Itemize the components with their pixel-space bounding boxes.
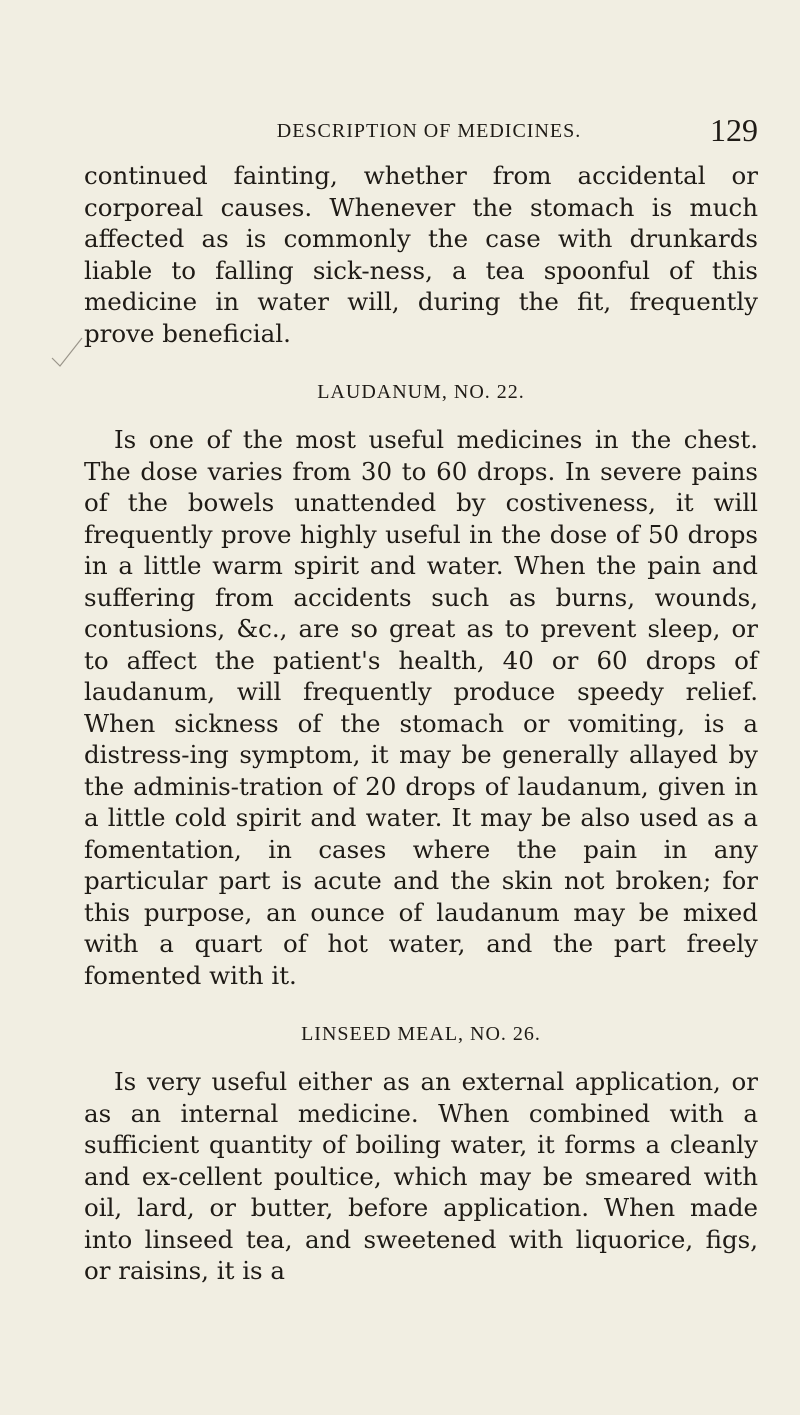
continued-paragraph: continued fainting, whether from accidental or corporeal causes. Whenever the stomach is much affected as is commonly the case with drunkards liable to falling sick-ness, a tea spoonful of this medicine in water will, during the fit, frequently prove beneficial. — [84, 161, 758, 348]
laudanum-paragraph: Is one of the most useful medicines in the chest. The dose varies from 30 to 60 drops. In severe pains of the bowels unattended by costiveness, it will frequently prove highly useful in the dose of 50 drops in a little warm spirit and water. When the pain and suffering from accidents such as burns, wounds, contusions, &c., are so great as to prevent sleep, or to affect the patient's health, 40 or 60 drops of laudanum, will frequently produce speedy relief. When sickness of the stomach or vomiting, is a distress-ing symptom, it may be generally allayed by the adminis-tration of 20 drops of laudanum, given in a little cold spirit and water. It may be also used as a fomentation, in cases where the pain in any particular part is acute and the skin not broken; for this purpose, an ounce of laudanum may be mixed with a quart of hot water, and the part freely fomented with it. — [84, 425, 758, 990]
section-heading-laudanum: LAUDANUM, NO. 22. — [317, 381, 525, 403]
running-title: DESCRIPTION OF MEDICINES. — [276, 120, 582, 142]
margin-check-mark — [50, 336, 84, 380]
body-text — [84, 160, 758, 1287]
page-number: 129 — [710, 112, 758, 148]
section-heading-linseed-meal: LINSEED MEAL, NO. 26. — [301, 1023, 541, 1045]
linseed-meal-paragraph: Is very useful either as an external application, or as an internal medicine. When combined with a sufficient quantity of boiling water, it forms a cleanly and ex-cellent poultice, which may be smeared with oil, lard, or butter, before application. When made into linseed tea, and sweetened with liquorice, figs, or raisins, it is a — [84, 1067, 758, 1285]
running-head — [100, 112, 758, 152]
